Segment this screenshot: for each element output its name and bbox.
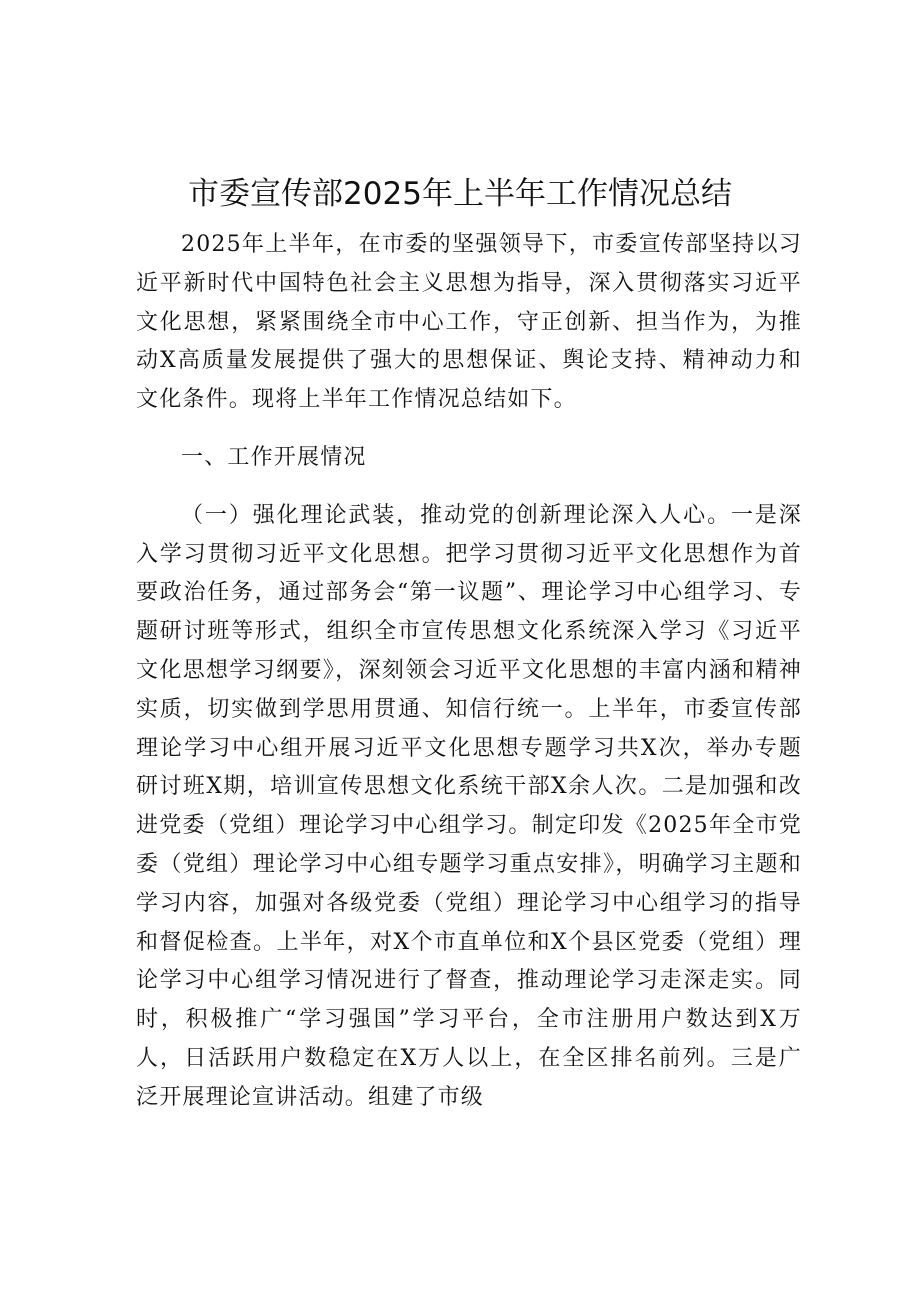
- document-body: [136, 226, 802, 1118]
- section-heading: 一、工作开展情况: [181, 444, 367, 470]
- document-title: 市委宣传部2025年上半年工作情况总结: [188, 176, 732, 212]
- subsection-paragraph: （一）强化理论武装，推动党的创新理论深入人心。一是深入学习贯彻习近平文化思想。把学习贯彻习近平文化思想作为首要政治任务，通过部务会“第一议题”、理论学习中心组学习、专题研讨班等形式，组织全市宣传思想文化系统深入学习《习近平文化思想学习纲要》，深刻领会习近平文化思想的丰富内涵和精神实质，切实做到学思用贯通、知信行统一。上半年，市委宣传部理论学习中心组开展习近平文化思想专题学习共X次，举办专题研讨班X期，培训宣传思想文化系统干部X余人次。二是加强和改进党委（党组）理论学习中心组学习。制定印发《2025年全市党委（党组）理论学习中心组专题学习重点安排》，明确学习主题和学习内容，加强对各级党委（党组）理论学习中心组学习的指导和督促检查。上半年，对X个市直单位和X个县区党委（党组）理论学习中心组学习情况进行了督查，推动理论学习走深走实。同时，积极推广“学习强国”学习平台，全市注册用户数达到X万人，日活跃用户数稳定在X万人以上，在全区排名前列。三是广泛开展理论宣讲活动。组建了市级: [136, 502, 802, 1110]
- intro-paragraph: 2025年上半年，在市委的坚强领导下，市委宣传部坚持以习近平新时代中国特色社会主义思想为指导，深入贯彻落实习近平文化思想，紧紧围绕全市中心工作，守正创新、担当作为，为推动X高质量发展提供了强大的思想保证、舆论支持、精神动力和文化条件。现将上半年工作情况总结如下。: [136, 232, 802, 413]
